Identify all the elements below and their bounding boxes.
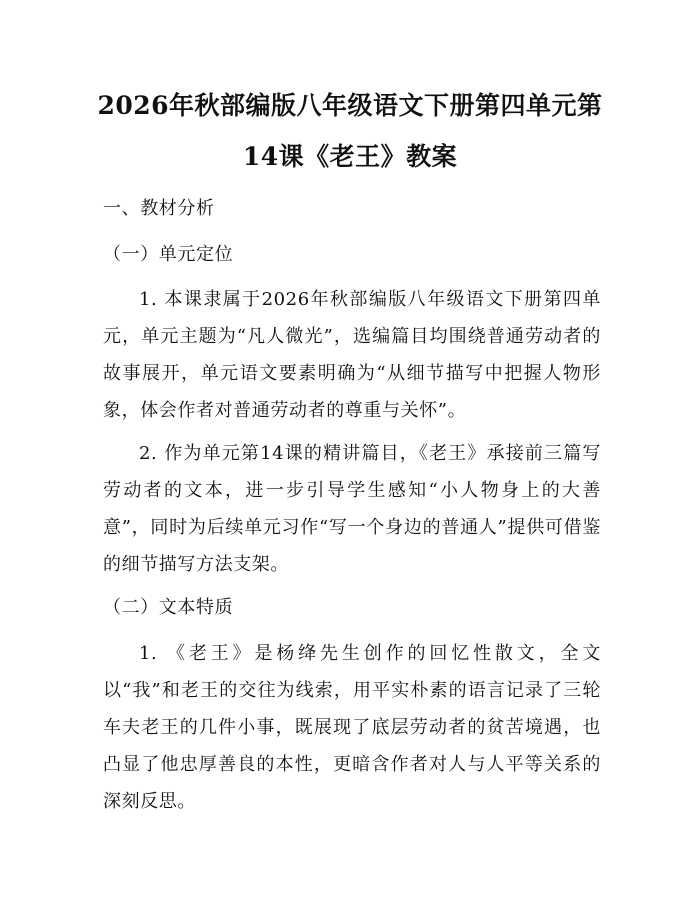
subsection-heading: （二）文本特质	[103, 597, 234, 618]
paragraph: 1. 《老王》是杨绛先生创作的回忆性散文，全文以“我”和老王的交往为线索，用平实朴素的语言记录了三轮车夫老王的几件小事，既展现了底层劳动者的贫苦境遇，也凸显了他忠厚善良的本性，更暗含作者对人与人平等关系的深刻反思。	[103, 643, 601, 812]
document-title: 2026年秋部编版八年级语文下册第四单元第14课《老王》教案	[97, 91, 603, 171]
paragraph: 1. 本课隶属于2026年秋部编版八年级语文下册第四单元，单元主题为“凡人微光”，选编篇目均围绕普通劳动者的故事展开，单元语文要素明确为“从细节描写中把握人物形象，体会作者对普通劳动者的尊重与关怀”。	[103, 289, 601, 421]
section-heading: 一、教材分析	[103, 198, 215, 219]
subsection-heading: （一）单元定位	[103, 244, 234, 265]
paragraph: 2. 作为单元第14课的精讲篇目，《老王》承接前三篇写劳动者的文本，进一步引导学生感知“小人物身上的大善意”，同时为后续单元习作“写一个身边的普通人”提供可借鉴的细节描写方法支架。	[103, 443, 601, 575]
